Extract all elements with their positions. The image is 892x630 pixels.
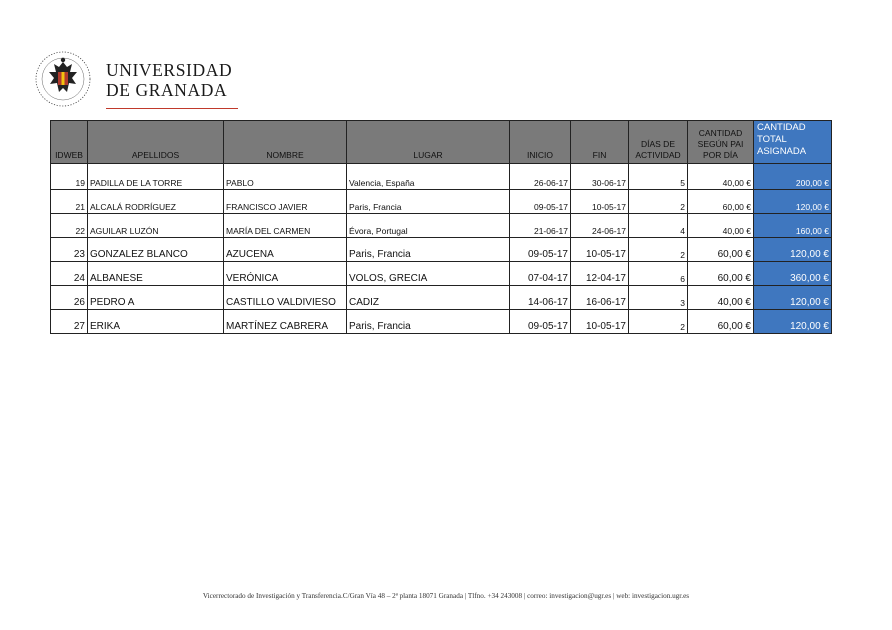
- cell-fin: 10-05-17: [571, 310, 629, 334]
- cell-pai: 40,00 €: [688, 286, 754, 310]
- cell-fin: 12-04-17: [571, 262, 629, 286]
- col-cantidad-pai: CANTIDAD SEGÚN PAI POR DÍA: [688, 121, 754, 164]
- col-nombre: NOMBRE: [224, 121, 347, 164]
- funding-table: [50, 120, 832, 334]
- logo-line-2: DE GRANADA: [106, 80, 228, 100]
- cell-nombre: CASTILLO VALDIVIESO: [224, 286, 347, 310]
- cell-idweb: 22: [51, 214, 88, 238]
- cell-pai: 40,00 €: [688, 214, 754, 238]
- col-fin: FIN: [571, 121, 629, 164]
- table-row: [51, 262, 832, 286]
- cell-nombre: MARÍA DEL CARMEN: [224, 214, 347, 238]
- cell-lugar: Paris, Francia: [347, 190, 510, 214]
- cell-lugar: Évora, Portugal: [347, 214, 510, 238]
- cell-nombre: MARTÍNEZ CABRERA: [224, 310, 347, 334]
- cell-apellidos: AGUILAR LUZÓN: [88, 214, 224, 238]
- cell-nombre: VERÓNICA: [224, 262, 347, 286]
- cell-total: 120,00 €: [754, 190, 832, 214]
- cell-inicio: 21-06-17: [510, 214, 571, 238]
- cell-dias: 5: [629, 164, 688, 190]
- cell-apellidos: PEDRO A: [88, 286, 224, 310]
- cell-nombre: FRANCISCO JAVIER: [224, 190, 347, 214]
- cell-lugar: CADIZ: [347, 286, 510, 310]
- table-row: [51, 164, 832, 190]
- cell-total: 160,00 €: [754, 214, 832, 238]
- cell-apellidos: ERIKA: [88, 310, 224, 334]
- university-logo: [34, 50, 244, 112]
- cell-fin: 10-05-17: [571, 190, 629, 214]
- table-header-row: [51, 121, 832, 164]
- cell-pai: 60,00 €: [688, 310, 754, 334]
- cell-pai: 40,00 €: [688, 164, 754, 190]
- cell-apellidos: ALCALÁ RODRÍGUEZ: [88, 190, 224, 214]
- cell-fin: 10-05-17: [571, 238, 629, 262]
- logo-line-1: UNIVERSIDAD: [106, 60, 233, 80]
- cell-fin: 16-06-17: [571, 286, 629, 310]
- cell-total: 360,00 €: [754, 262, 832, 286]
- col-inicio: INICIO: [510, 121, 571, 164]
- cell-lugar: Paris, Francia: [347, 310, 510, 334]
- cell-lugar: Paris, Francia: [347, 238, 510, 262]
- cell-fin: 30-06-17: [571, 164, 629, 190]
- cell-total: 120,00 €: [754, 286, 832, 310]
- cell-total: 120,00 €: [754, 238, 832, 262]
- cell-nombre: AZUCENA: [224, 238, 347, 262]
- cell-apellidos: GONZALEZ BLANCO: [88, 238, 224, 262]
- cell-total: 120,00 €: [754, 310, 832, 334]
- col-idweb: IDWEB: [51, 121, 88, 164]
- cell-apellidos: ALBANESE: [88, 262, 224, 286]
- cell-nombre: PABLO: [224, 164, 347, 190]
- col-lugar: LUGAR: [347, 121, 510, 164]
- table-row: [51, 190, 832, 214]
- cell-total: 200,00 €: [754, 164, 832, 190]
- cell-pai: 60,00 €: [688, 262, 754, 286]
- cell-dias: 4: [629, 214, 688, 238]
- logo-rule: [106, 108, 238, 109]
- col-apellidos: APELLIDOS: [88, 121, 224, 164]
- cell-pai: 60,00 €: [688, 190, 754, 214]
- cell-idweb: 26: [51, 286, 88, 310]
- cell-inicio: 09-05-17: [510, 190, 571, 214]
- cell-apellidos: PADILLA DE LA TORRE: [88, 164, 224, 190]
- cell-idweb: 24: [51, 262, 88, 286]
- col-cantidad-total: CANTIDAD TOTAL ASIGNADA: [754, 121, 832, 164]
- cell-idweb: 27: [51, 310, 88, 334]
- table-row: [51, 214, 832, 238]
- cell-dias: 2: [629, 310, 688, 334]
- cell-fin: 24-06-17: [571, 214, 629, 238]
- cell-inicio: 07-04-17: [510, 262, 571, 286]
- cell-inicio: 14-06-17: [510, 286, 571, 310]
- cell-idweb: 21: [51, 190, 88, 214]
- university-name: [106, 62, 232, 99]
- cell-inicio: 09-05-17: [510, 310, 571, 334]
- table-row: [51, 310, 832, 334]
- table-row: [51, 238, 832, 262]
- cell-dias: 6: [629, 262, 688, 286]
- university-crest-icon: [34, 50, 92, 108]
- cell-inicio: 09-05-17: [510, 238, 571, 262]
- table-row: [51, 286, 832, 310]
- cell-dias: 2: [629, 238, 688, 262]
- cell-idweb: 19: [51, 164, 88, 190]
- cell-dias: 3: [629, 286, 688, 310]
- cell-pai: 60,00 €: [688, 238, 754, 262]
- cell-inicio: 26-06-17: [510, 164, 571, 190]
- cell-lugar: VOLOS, GRECIA: [347, 262, 510, 286]
- cell-dias: 2: [629, 190, 688, 214]
- page-footer: Vicerrectorado de Investigación y Transferencia.C/Gran Vía 48 – 2ª planta 18071 Granada | Tlfno. +34 243008 | correo: investigacion@ugr.es | web: investigacion.ugr.es: [202, 592, 690, 600]
- cell-lugar: Valencia, España: [347, 164, 510, 190]
- cell-idweb: 23: [51, 238, 88, 262]
- col-dias: DÍAS DE ACTIVIDAD: [629, 121, 688, 164]
